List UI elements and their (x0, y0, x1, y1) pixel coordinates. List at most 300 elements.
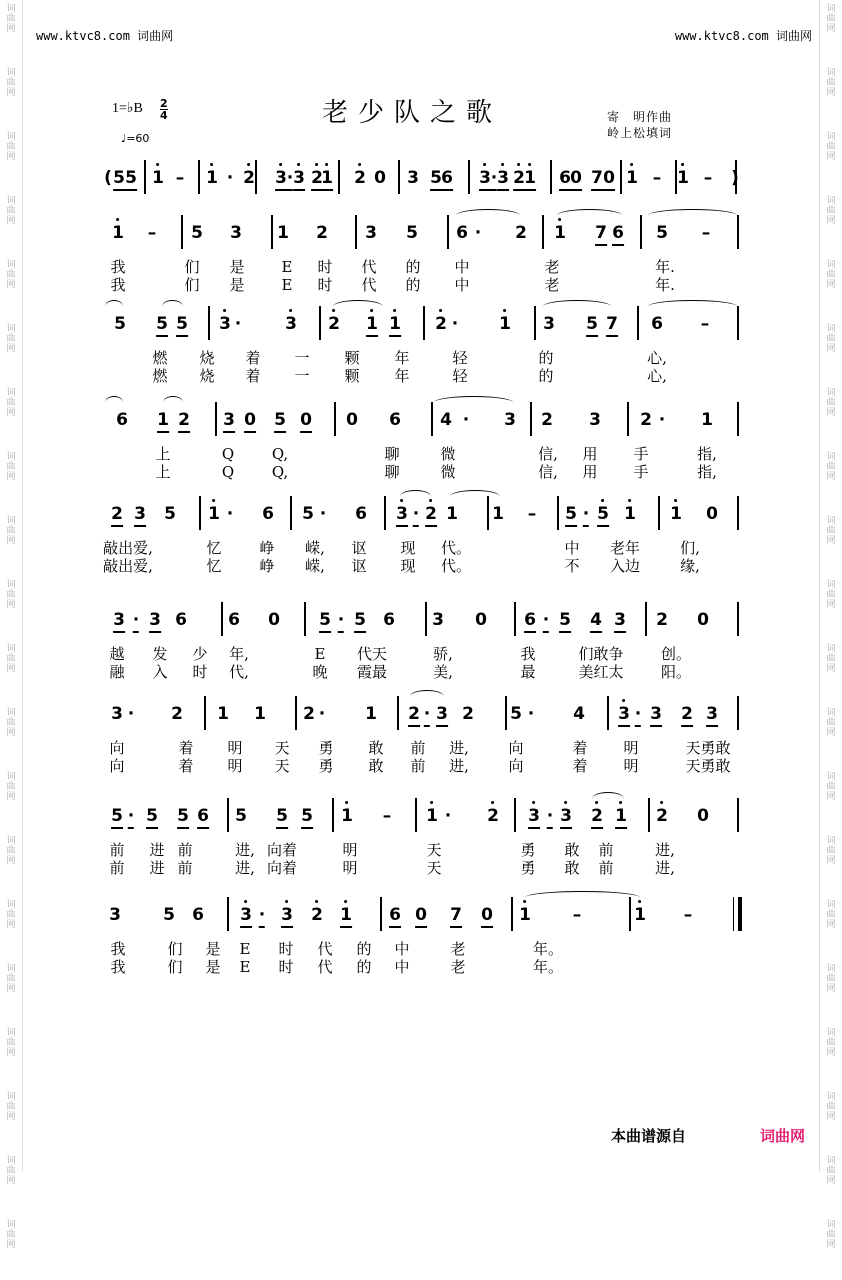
watermark-char: 词 (826, 132, 836, 142)
lyric-syllable: 峥 (259, 557, 275, 575)
watermark-char: 网 (826, 728, 836, 738)
note: 6 (192, 905, 204, 925)
lyric-syllable: E (281, 276, 293, 294)
lyric-syllable: 阳。 (660, 663, 692, 681)
note: 3 (528, 806, 540, 829)
lyric-syllable: 烧 (199, 367, 215, 385)
watermark-char: 词 (6, 324, 16, 334)
note: 2 (328, 314, 340, 334)
bar-line (199, 496, 201, 530)
lyric-syllable: 进, (655, 859, 675, 877)
watermark-char: 曲 (6, 334, 16, 344)
lyric-syllable: 现 (400, 539, 416, 557)
watermark-char: 曲 (826, 398, 836, 408)
bar-line (295, 696, 297, 730)
lyric-syllable: 时 (278, 958, 294, 976)
watermark-char: 词 (6, 1028, 16, 1038)
lyric-syllable: 敢 (368, 739, 384, 757)
bar-line (290, 496, 292, 530)
bar-line (423, 306, 425, 340)
bar-line (397, 696, 399, 730)
note: 1 (112, 223, 124, 243)
note: 2 (515, 223, 527, 243)
watermark-char: 词 (826, 324, 836, 334)
watermark-char: 曲 (6, 142, 16, 152)
watermark-char: 词 (826, 964, 836, 974)
note: 6 (524, 610, 536, 633)
bar-line (468, 160, 470, 194)
note: 6 (262, 504, 274, 524)
bar-line (425, 602, 427, 636)
watermark-char: 曲 (6, 782, 16, 792)
lyric-syllable: 着 (178, 739, 194, 757)
note: 2 (640, 410, 652, 430)
note: 3 (149, 610, 161, 633)
lyric-syllable: 上 (155, 463, 171, 481)
lyric-syllable: 明 (623, 757, 639, 775)
watermark-text (3, 1216, 19, 1280)
lyric-syllable: 代天 (356, 645, 388, 663)
note: 1 (670, 504, 682, 524)
lyric-syllable: 是 (229, 258, 245, 276)
lyric-syllable: 敢 (564, 841, 580, 859)
lyric-syllable: 敲出爱, (103, 557, 153, 575)
note: · (527, 704, 535, 724)
lyric-syllable: 的 (405, 258, 421, 276)
watermark-char: 词 (6, 516, 16, 526)
lyric-syllable: 融 (109, 663, 125, 681)
note: 0 (697, 610, 709, 630)
note-line (0, 160, 842, 200)
note: 5 (113, 168, 125, 191)
bar-line (181, 215, 183, 249)
watermark-char: 网 (826, 856, 836, 866)
watermark-text (3, 832, 19, 896)
note: · (287, 168, 293, 191)
note: · (635, 704, 641, 727)
time-signature (160, 98, 168, 121)
note: 6 (389, 410, 401, 430)
bar-line (737, 215, 739, 249)
note: 1 (554, 223, 566, 243)
slur-mark (400, 490, 431, 503)
note-line (0, 798, 842, 838)
watermark-char: 曲 (826, 526, 836, 536)
lyric-syllable: 时 (317, 276, 333, 294)
watermark-text (823, 1152, 839, 1216)
lyric-syllable: 美红太 (578, 663, 624, 681)
lyric-syllable: 指, (697, 445, 717, 463)
watermark-char: 词 (826, 1220, 836, 1230)
watermark-char: 网 (6, 472, 16, 482)
bar-line (620, 160, 622, 194)
watermark-char: 曲 (826, 974, 836, 984)
lyric-syllable: 用 (582, 445, 598, 463)
note: 7 (606, 314, 618, 337)
note: 0 (603, 168, 615, 191)
note: 6 (355, 504, 367, 524)
watermark-text (3, 64, 19, 128)
watermark-char: 曲 (826, 1038, 836, 1048)
watermark-char: 网 (6, 1176, 16, 1186)
note: 2 (178, 410, 190, 433)
bar-line (648, 798, 650, 832)
watermark-char: 网 (826, 152, 836, 162)
note: 3 (650, 704, 662, 727)
note: 5 (586, 314, 598, 337)
watermark-char: 网 (6, 216, 16, 226)
watermark-text (3, 0, 19, 64)
note: 3 (543, 314, 555, 334)
bar-line (637, 306, 639, 340)
note: 2 (541, 410, 553, 430)
lyric-syllable: Q (221, 463, 235, 481)
note: – (572, 905, 582, 925)
lyric-syllable: E (239, 940, 251, 958)
note: 3 (134, 504, 146, 527)
lyric-syllable: 一 (294, 349, 310, 367)
watermark-char: 曲 (6, 846, 16, 856)
watermark-char: 网 (6, 920, 16, 930)
watermark-char: 曲 (6, 590, 16, 600)
lyric-syllable: 现 (400, 557, 416, 575)
song-title: 老少队之歌 (322, 98, 503, 128)
watermark-char: 曲 (826, 462, 836, 472)
lyric-syllable: 前 (177, 841, 193, 859)
lyric-syllable: 向 (508, 757, 524, 775)
watermark-char: 曲 (826, 718, 836, 728)
note: 1 (615, 806, 627, 829)
lyric-syllable: 进, (235, 841, 255, 859)
watermark-char: 词 (826, 1028, 836, 1038)
watermark-char: 网 (826, 408, 836, 418)
watermark-char: 词 (826, 452, 836, 462)
note: 3 (618, 704, 630, 727)
lyric-syllable: 老 (450, 940, 466, 958)
watermark-char: 曲 (6, 974, 16, 984)
time-sig-top: 2 (160, 97, 168, 110)
bar-line (550, 160, 552, 194)
watermark-char: 曲 (6, 270, 16, 280)
note: 2 (311, 168, 323, 191)
lyric-syllable: 代, (229, 663, 249, 681)
note: – (175, 168, 185, 188)
slur-mark (105, 300, 123, 313)
note-line (0, 696, 842, 736)
lyric-syllable: 聊 (384, 463, 400, 481)
lyric-syllable: 向 (109, 739, 125, 757)
lyric-syllable: 向 (508, 739, 524, 757)
bar-line (204, 696, 206, 730)
lyric-syllable: Q, (271, 445, 289, 463)
bar-line (737, 696, 739, 730)
note: 6 (651, 314, 663, 334)
note: 2 (435, 314, 447, 334)
bar-line (304, 602, 306, 636)
watermark-char: 网 (826, 1048, 836, 1058)
note: 3 (219, 314, 231, 334)
watermark-char: 曲 (6, 718, 16, 728)
watermark-char: 词 (6, 132, 16, 142)
bar-line (607, 696, 609, 730)
lyric-syllable: 缘, (680, 557, 700, 575)
note: – (700, 314, 710, 334)
note: 5 (276, 806, 288, 829)
lyric-syllable: 年. (655, 258, 675, 276)
note: 3 (113, 610, 125, 633)
lyric-syllable: 进, (235, 859, 255, 877)
note: 0 (481, 905, 493, 928)
watermark-char: 词 (826, 644, 836, 654)
watermark-char: 曲 (6, 1166, 16, 1176)
lyric-syllable: 微 (440, 445, 456, 463)
lyric-syllable: 明 (227, 739, 243, 757)
note: 1 (701, 410, 713, 430)
watermark-char: 网 (826, 920, 836, 930)
lyric-syllable: 们 (184, 258, 200, 276)
note: 2 (681, 704, 693, 727)
note: 5 (114, 314, 126, 334)
lyric-syllable: 我 (110, 276, 126, 294)
note: 3 (365, 223, 377, 243)
lyric-syllable: 代 (317, 958, 333, 976)
time-sig-bottom: 4 (160, 109, 168, 122)
lyric-syllable: 天 (426, 859, 442, 877)
note: 1 (340, 905, 352, 928)
note: 5 (146, 806, 158, 829)
watermark-char: 网 (6, 792, 16, 802)
note: · (451, 314, 459, 334)
lyric-syllable: 的 (356, 958, 372, 976)
lyric-syllable: 中 (394, 958, 410, 976)
watermark-char: 词 (826, 4, 836, 14)
lyric-syllable: 嵘, (305, 539, 325, 557)
note: 1 (157, 410, 169, 433)
note: 2 (462, 704, 474, 724)
note: 3 (275, 168, 287, 191)
watermark-char: 词 (826, 772, 836, 782)
watermark-char: 网 (826, 216, 836, 226)
lyric-syllable: 时 (192, 663, 208, 681)
watermark-char: 词 (826, 1156, 836, 1166)
note: ) (731, 168, 739, 188)
watermark-text (3, 640, 19, 704)
lyric-syllable: 前 (109, 859, 125, 877)
bar-line (198, 160, 200, 194)
watermark-char: 词 (826, 1092, 836, 1102)
watermark-char: 网 (6, 1048, 16, 1058)
watermark-text (3, 960, 19, 1024)
watermark-char: 词 (6, 452, 16, 462)
note: – (683, 905, 693, 925)
note: 5 (191, 223, 203, 243)
watermark-text (823, 1216, 839, 1280)
site-name-link[interactable]: 词曲网 (760, 1127, 806, 1145)
lyric-syllable: 勇 (318, 739, 334, 757)
note: · (583, 504, 589, 527)
watermark-char: 词 (6, 644, 16, 654)
watermark-char: 词 (6, 580, 16, 590)
watermark-char: 曲 (826, 78, 836, 88)
lyric-syllable: E (281, 258, 293, 276)
lyric-syllable: 勇 (318, 757, 334, 775)
note: 2 (656, 610, 668, 630)
note: 5 (164, 504, 176, 524)
note-line (0, 306, 842, 346)
watermark-char: 网 (6, 408, 16, 418)
lyric-syllable: 敲出爱, (103, 539, 153, 557)
note: 2 (243, 168, 255, 188)
note: 3 (432, 610, 444, 630)
lyric-syllable: 明 (623, 739, 639, 757)
note: – (703, 168, 713, 188)
lyric-syllable: 年 (394, 367, 410, 385)
lyric-syllable: 是 (229, 276, 245, 294)
lyric-syllable: 不 (564, 557, 580, 575)
bar-line (447, 215, 449, 249)
note: 5 (430, 168, 442, 191)
note: 7 (591, 168, 603, 191)
lyric-syllable: 老 (544, 276, 560, 294)
note: 2 (111, 504, 123, 527)
slur-mark (525, 891, 640, 904)
note: 1 (634, 905, 646, 925)
watermark-char: 网 (6, 728, 16, 738)
watermark-char: 曲 (826, 142, 836, 152)
lyric-syllable: 美, (433, 663, 453, 681)
note: 5 (510, 704, 522, 724)
watermark-char: 曲 (6, 398, 16, 408)
watermark-char: 网 (826, 1240, 836, 1250)
lyric-syllable: 中 (394, 940, 410, 958)
note: 5 (656, 223, 668, 243)
note: 3 (479, 168, 491, 191)
watermark-text (823, 0, 839, 64)
lyric-syllable: 天 (274, 739, 290, 757)
note-line (0, 602, 842, 642)
note: 6 (383, 610, 395, 630)
watermark-char: 网 (826, 984, 836, 994)
slur-mark (456, 209, 520, 222)
note: 2 (425, 504, 437, 527)
bar-line (737, 602, 739, 636)
note: 6 (389, 905, 401, 928)
lyric-syllable: 着 (572, 757, 588, 775)
bar-line (227, 798, 229, 832)
bar-line (542, 215, 544, 249)
lyric-syllable: 前 (109, 841, 125, 859)
lyric-syllable: 着 (178, 757, 194, 775)
lyric-syllable: 颗 (344, 367, 360, 385)
watermark-char: 网 (826, 664, 836, 674)
note: 0 (475, 610, 487, 630)
lyric-syllable: 们 (184, 276, 200, 294)
note: 2 (311, 905, 323, 925)
bar-line (733, 897, 734, 931)
note: 3 (614, 610, 626, 633)
watermark-char: 曲 (826, 1230, 836, 1240)
note: 5 (163, 905, 175, 925)
bar-line (737, 798, 739, 832)
lyric-syllable: 代 (361, 276, 377, 294)
note: 5 (235, 806, 247, 826)
slur-mark (648, 209, 737, 222)
note: 6 (441, 168, 453, 191)
note: 4 (573, 704, 585, 724)
header-url-left[interactable]: www.ktvc8.com 词曲网 (36, 29, 174, 43)
watermark-char: 曲 (826, 654, 836, 664)
lyric-syllable: 入边 (609, 557, 641, 575)
watermark-char: 曲 (6, 910, 16, 920)
lyric-syllable: 手 (633, 445, 649, 463)
watermark-char: 曲 (826, 1166, 836, 1176)
lyric-syllable: 年. (655, 276, 675, 294)
lyric-syllable: 明 (342, 841, 358, 859)
lyric-syllable: 少 (192, 645, 208, 663)
note: 3 (109, 905, 121, 925)
lyric-syllable: 微 (440, 463, 456, 481)
note: 5 (156, 314, 168, 337)
note: 6 (175, 610, 187, 630)
lyric-syllable: 嵘, (305, 557, 325, 575)
watermark-char: 曲 (6, 462, 16, 472)
note: 1 (341, 806, 353, 826)
header-url-right[interactable]: www.ktvc8.com 词曲网 (674, 29, 812, 43)
lyric-syllable: 天 (426, 841, 442, 859)
note: 1 (254, 704, 266, 724)
note: 1 (426, 806, 438, 826)
note: 2 (354, 168, 366, 188)
note: 7 (450, 905, 462, 928)
note: 1 (389, 314, 401, 337)
watermark-char: 词 (6, 708, 16, 718)
lyric-syllable: 烧 (199, 349, 215, 367)
lyric-syllable: 中 (454, 258, 470, 276)
watermark-char: 词 (826, 260, 836, 270)
lyric-syllable: 年, (229, 645, 249, 663)
note: · (474, 223, 482, 243)
note: 1 (217, 704, 229, 724)
bar-line (658, 496, 660, 530)
bar-line (208, 306, 210, 340)
bar-line (534, 306, 536, 340)
lyric-syllable: 是 (205, 940, 221, 958)
note: · (444, 806, 452, 826)
lyric-syllable: 晚 (312, 663, 328, 681)
note: 3 (285, 314, 297, 334)
bar-line (640, 215, 642, 249)
watermark-char: 曲 (6, 78, 16, 88)
note: 1 (677, 168, 689, 188)
bar-line (431, 402, 433, 436)
lyric-syllable: 代。 (440, 557, 472, 575)
lyric-syllable: 们 (167, 958, 183, 976)
watermark-char: 网 (6, 280, 16, 290)
note: 5 (176, 314, 188, 337)
bar-line (514, 798, 516, 832)
watermark-char: 词 (826, 516, 836, 526)
lyric-syllable: 年。 (532, 940, 564, 958)
lyric-syllable: 中 (454, 276, 470, 294)
lyric-syllable: 年。 (532, 958, 564, 976)
slur-mark (543, 300, 611, 313)
note: 2 (656, 806, 668, 826)
note: 1 (365, 704, 377, 724)
watermark-char: 网 (826, 472, 836, 482)
watermark-char: 网 (6, 664, 16, 674)
watermark-char: 词 (826, 580, 836, 590)
watermark-char: 网 (826, 600, 836, 610)
